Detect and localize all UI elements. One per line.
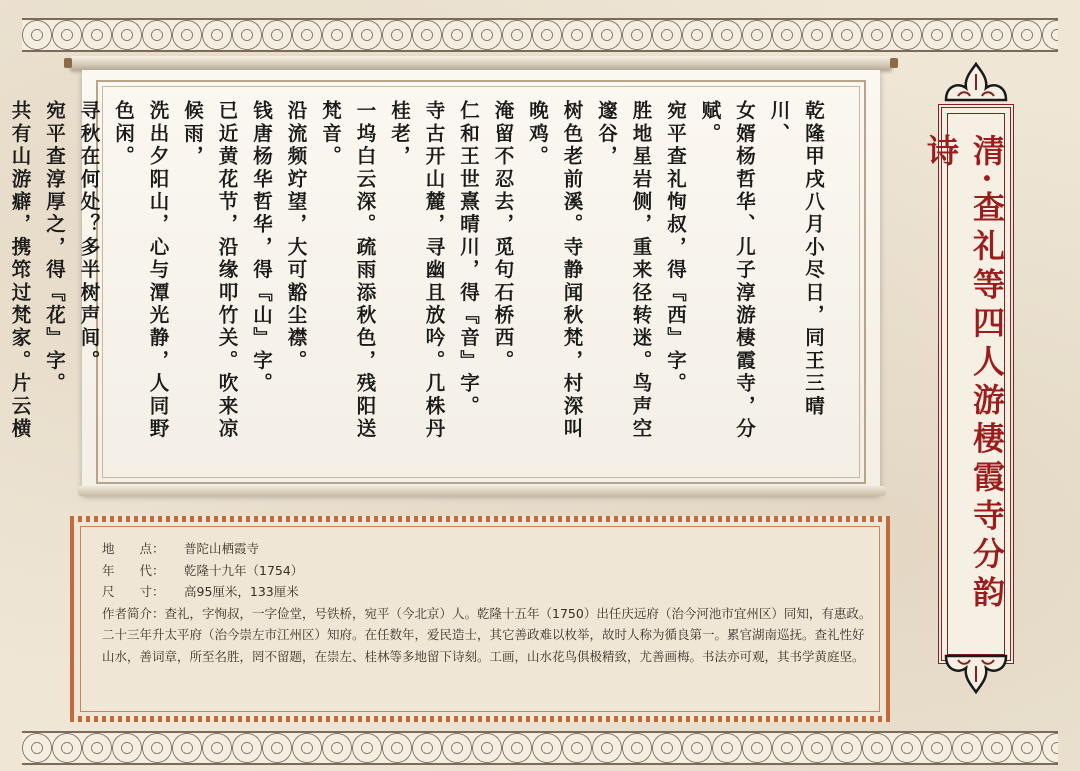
location-value: 普陀山栖霞寺: [184, 541, 260, 556]
poem-line: 已近黄花节，沿缘叩竹关。吹来凉候雨，: [181, 100, 239, 441]
poem-line: 宛平查淳厚之，得『花』字。: [43, 100, 66, 396]
location-label: 地 点：: [102, 541, 165, 556]
poem-text: [8, 100, 830, 460]
author-bio-text: 查礼，字恂叔，一字俭堂，号铁桥，宛平（今北京）人。乾隆十五年（1750）出任庆远府（治今河池市宜州区）同知，有惠政。二十三年升太平府（治今崇左市江州区）知府。在任数年，爱民造士，其它善政难以枚举，故时人称为循良第一。累官湖南巡抚。查礼性好山水，善词章，所至名胜，罔不留题，在崇左、桂林等多地留下诗刻。工画，山水花鸟俱极精致，尤善画梅。书法亦可观，其书学黄庭坚。: [102, 605, 872, 664]
poem-line: 女婿杨哲华、儿子淳游棲霞寺，分赋。: [698, 100, 756, 441]
author-label: 作者简介：: [102, 605, 165, 621]
era-label: 年 代：: [102, 562, 165, 578]
author-bio: [102, 603, 872, 668]
poem-line: 沿流频竚望，大可豁尘襟。: [284, 100, 308, 373]
poem-line: 寻秋在何处？多半树声间。: [77, 100, 101, 373]
poem-line: 一坞白云深。疏雨添秋色，残阳送梵音。: [319, 100, 377, 441]
info-content: [102, 538, 872, 667]
scroll-top-rod: [70, 56, 892, 70]
era-row: [102, 560, 872, 582]
size-row: [102, 581, 872, 603]
poem-line: 仁和王世熹晴川，得『音』字。: [457, 100, 480, 418]
era-value: 乾隆十九年（1754）: [184, 562, 304, 578]
poem-line: 宛平查礼恂叔，得『西』字。: [664, 100, 687, 396]
size-label: 尺 寸：: [102, 584, 165, 599]
size-value: 高95厘米，133厘米: [184, 584, 299, 599]
poem-line: 洗出夕阳山，心与潭光静，人同野色闲。: [112, 100, 170, 441]
poem-line: 淹留不忍去，觅句石桥西。: [491, 100, 515, 373]
poem-line: 乾隆甲戌八月小尽日，同王三晴川、: [767, 100, 825, 418]
scroll-bottom-rod: [78, 486, 886, 496]
decorative-border-top: [22, 18, 1058, 52]
poem-line: 树色老前溪。寺静闻秋梵，村深叫晚鸡。: [526, 100, 584, 441]
page-title: 清·查礼等四人游棲霞寺分韵诗: [922, 134, 1006, 614]
poem-line: 钱唐杨华哲华，得『山』字。: [250, 100, 273, 396]
author-row: [102, 603, 872, 668]
info-box: [70, 516, 890, 722]
decorative-border-bottom: [22, 731, 1058, 765]
cloud-ornament-icon: [936, 652, 1016, 696]
location-row: [102, 538, 872, 560]
poem-line: 共有山游癖，携筇过梵家。片云横: [8, 100, 32, 441]
cloud-ornament-icon: [936, 60, 1016, 104]
title-panel: [922, 104, 1014, 664]
poem-line: 寺古开山麓，寻幽且放吟。几株丹桂老，: [388, 100, 446, 441]
poem-line: 胜地星岩侧，重来径转迷。鸟声空邃谷，: [595, 100, 653, 441]
